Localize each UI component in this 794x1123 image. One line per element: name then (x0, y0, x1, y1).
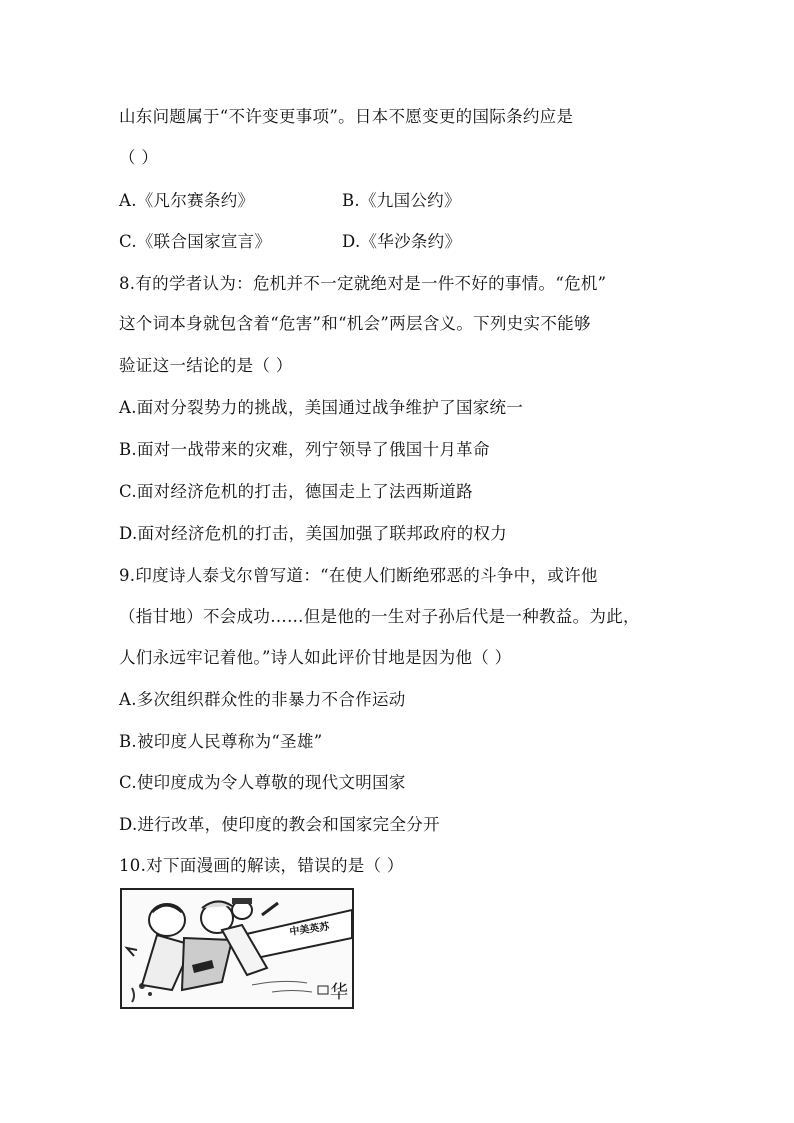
cartoon-club-label: 中美英苏 (288, 921, 331, 938)
q7-option-a: A.《凡尔赛条约》 (119, 191, 255, 210)
q9-option-c: C.使印度成为令人尊敬的现代文明国家 (119, 773, 406, 792)
cartoon-signature: 华 (330, 982, 348, 1003)
q7-option-b: B.《九国公约》 (342, 191, 461, 210)
q8-option-b: B.面对一战带来的灾难，列宁领导了俄国十月革命 (119, 440, 490, 459)
q10-stem: 10.对下面漫画的解读，错误的是（ ） (119, 856, 404, 875)
q8-stem-line-2: 这个词本身就包含着“危害”和“机会”两层含义。下列史实不能够 (119, 314, 591, 333)
q7-option-d: D.《华沙条约》 (342, 232, 462, 251)
q8-option-d: D.面对经济危机的打击，美国加强了联邦政府的权力 (119, 524, 508, 543)
q9-option-b: B.被印度人民尊称为“圣雄” (119, 732, 323, 751)
q7-stem-line-1: 山东问题属于“不许变更事项”。日本不愿变更的国际条约应是 (119, 107, 574, 126)
q8-option-c: C.面对经济危机的打击，德国走上了法西斯道路 (119, 482, 473, 501)
q9-stem-line-2: （指甘地）不会成功……但是他的一生对子孙后代是一种教益。为此， (119, 607, 640, 626)
q9-stem-line-3: 人们永远牢记着他。”诗人如此评价甘地是因为他（ ） (119, 648, 512, 667)
cartoon-image (120, 888, 354, 1009)
q8-option-a: A.面对分裂势力的挑战，美国通过战争维护了国家统一 (119, 398, 524, 417)
q9-option-d: D.进行改革，使印度的教会和国家完全分开 (119, 815, 440, 834)
q8-stem-line-1: 8.有的学者认为：危机并不一定就绝对是一件不好的事情。“危机” (119, 274, 607, 293)
q7-option-c: C.《联合国家宣言》 (119, 232, 272, 251)
q8-stem-line-3: 验证这一结论的是（ ） (119, 356, 293, 375)
q9-stem-line-1: 9.印度诗人泰戈尔曾写道：“在使人们断绝邪恶的斗争中，或许他 (119, 566, 598, 585)
q7-stem-line-2: （ ） (119, 148, 159, 167)
q9-option-a: A.多次组织群众性的非暴力不合作运动 (119, 690, 406, 709)
